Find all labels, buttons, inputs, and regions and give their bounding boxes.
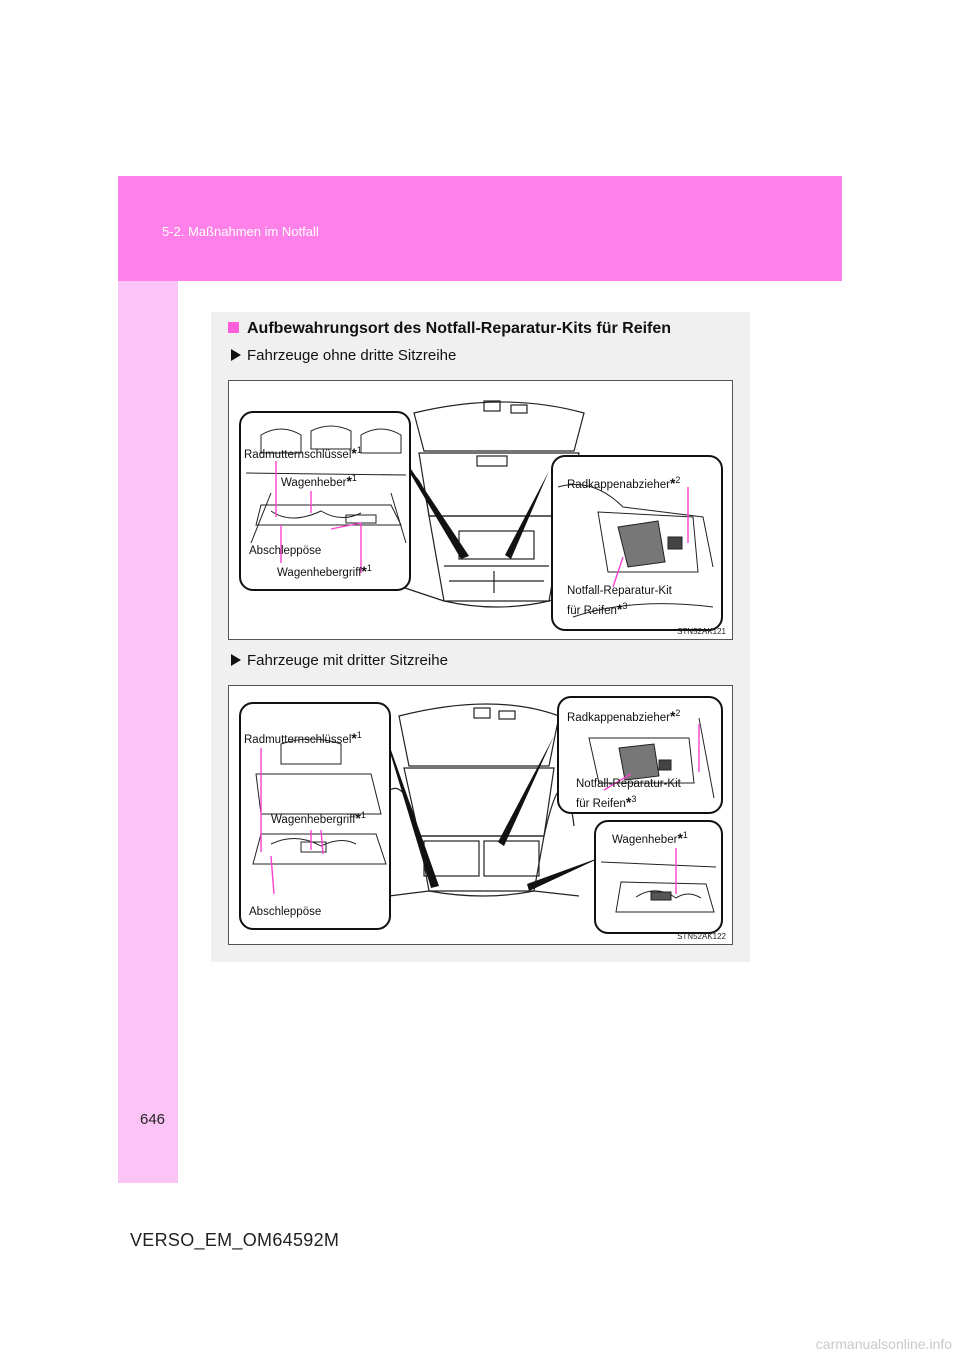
callout-tools-left xyxy=(239,702,391,930)
pink-square-icon xyxy=(228,322,239,333)
sidebar-band xyxy=(118,176,178,1183)
label-wheel-cap-puller: Radkappenabzieher*$^2$ xyxy=(567,708,681,724)
callout-repair-kit-right xyxy=(557,696,723,814)
arrow-right-icon xyxy=(231,349,241,361)
figure-code: STN52AK121 xyxy=(677,627,726,636)
variant-heading-no-third-row xyxy=(231,347,456,364)
label-repair-kit-line1: Notfall-Reparatur-Kit xyxy=(567,585,672,597)
label-wheel-cap-puller: Radkappenabzieher*$^2$ xyxy=(567,475,681,491)
label-jack-handle: Wagenhebergriff*$^1$ xyxy=(277,563,372,579)
arrow-right-icon xyxy=(231,654,241,666)
variant-heading-text: Fahrzeuge mit dritter Sitzreihe xyxy=(247,652,448,669)
document-id: VERSO_EM_OM64592M xyxy=(130,1230,340,1250)
figure-no-third-row xyxy=(228,380,733,640)
label-jack: Wagenheber*$^1$ xyxy=(612,830,688,846)
label-jack-handle: Wagenhebergriff*$^1$ xyxy=(271,810,366,826)
label-lug-wrench: Radmutternschlüssel*$^1$ xyxy=(244,445,362,461)
label-jack: Wagenheber*$^1$ xyxy=(281,473,357,489)
label-tow-eye: Abschleppöse xyxy=(249,906,322,918)
label-lug-wrench: Radmutternschlüssel*$^1$ xyxy=(244,730,362,746)
variant-heading-third-row xyxy=(231,652,448,669)
variant-heading-text: Fahrzeuge ohne dritte Sitzreihe xyxy=(247,347,457,364)
watermark: carmanualsonline.info xyxy=(815,1336,952,1352)
page-number: 646 xyxy=(140,1111,166,1128)
label-repair-kit-line2: für Reifen*$^3$ xyxy=(567,601,628,617)
callout-jack-right xyxy=(594,820,723,934)
callout-repair-kit-right xyxy=(551,455,723,631)
label-repair-kit-line2: für Reifen*$^3$ xyxy=(576,794,637,810)
section-title-text: Aufbewahrungsort des Notfall-Reparatur-Kits für Reifen xyxy=(247,320,672,337)
figure-code: STN52AK122 xyxy=(677,932,726,941)
section-title xyxy=(228,320,671,338)
figure-with-third-row xyxy=(228,685,733,945)
label-repair-kit-line1: Notfall-Reparatur-Kit xyxy=(576,778,681,790)
label-tow-eye: Abschleppöse xyxy=(249,545,322,557)
callout-tools-left xyxy=(239,411,411,591)
chapter-breadcrumb: 5-2. Maßnahmen im Notfall xyxy=(162,224,319,239)
